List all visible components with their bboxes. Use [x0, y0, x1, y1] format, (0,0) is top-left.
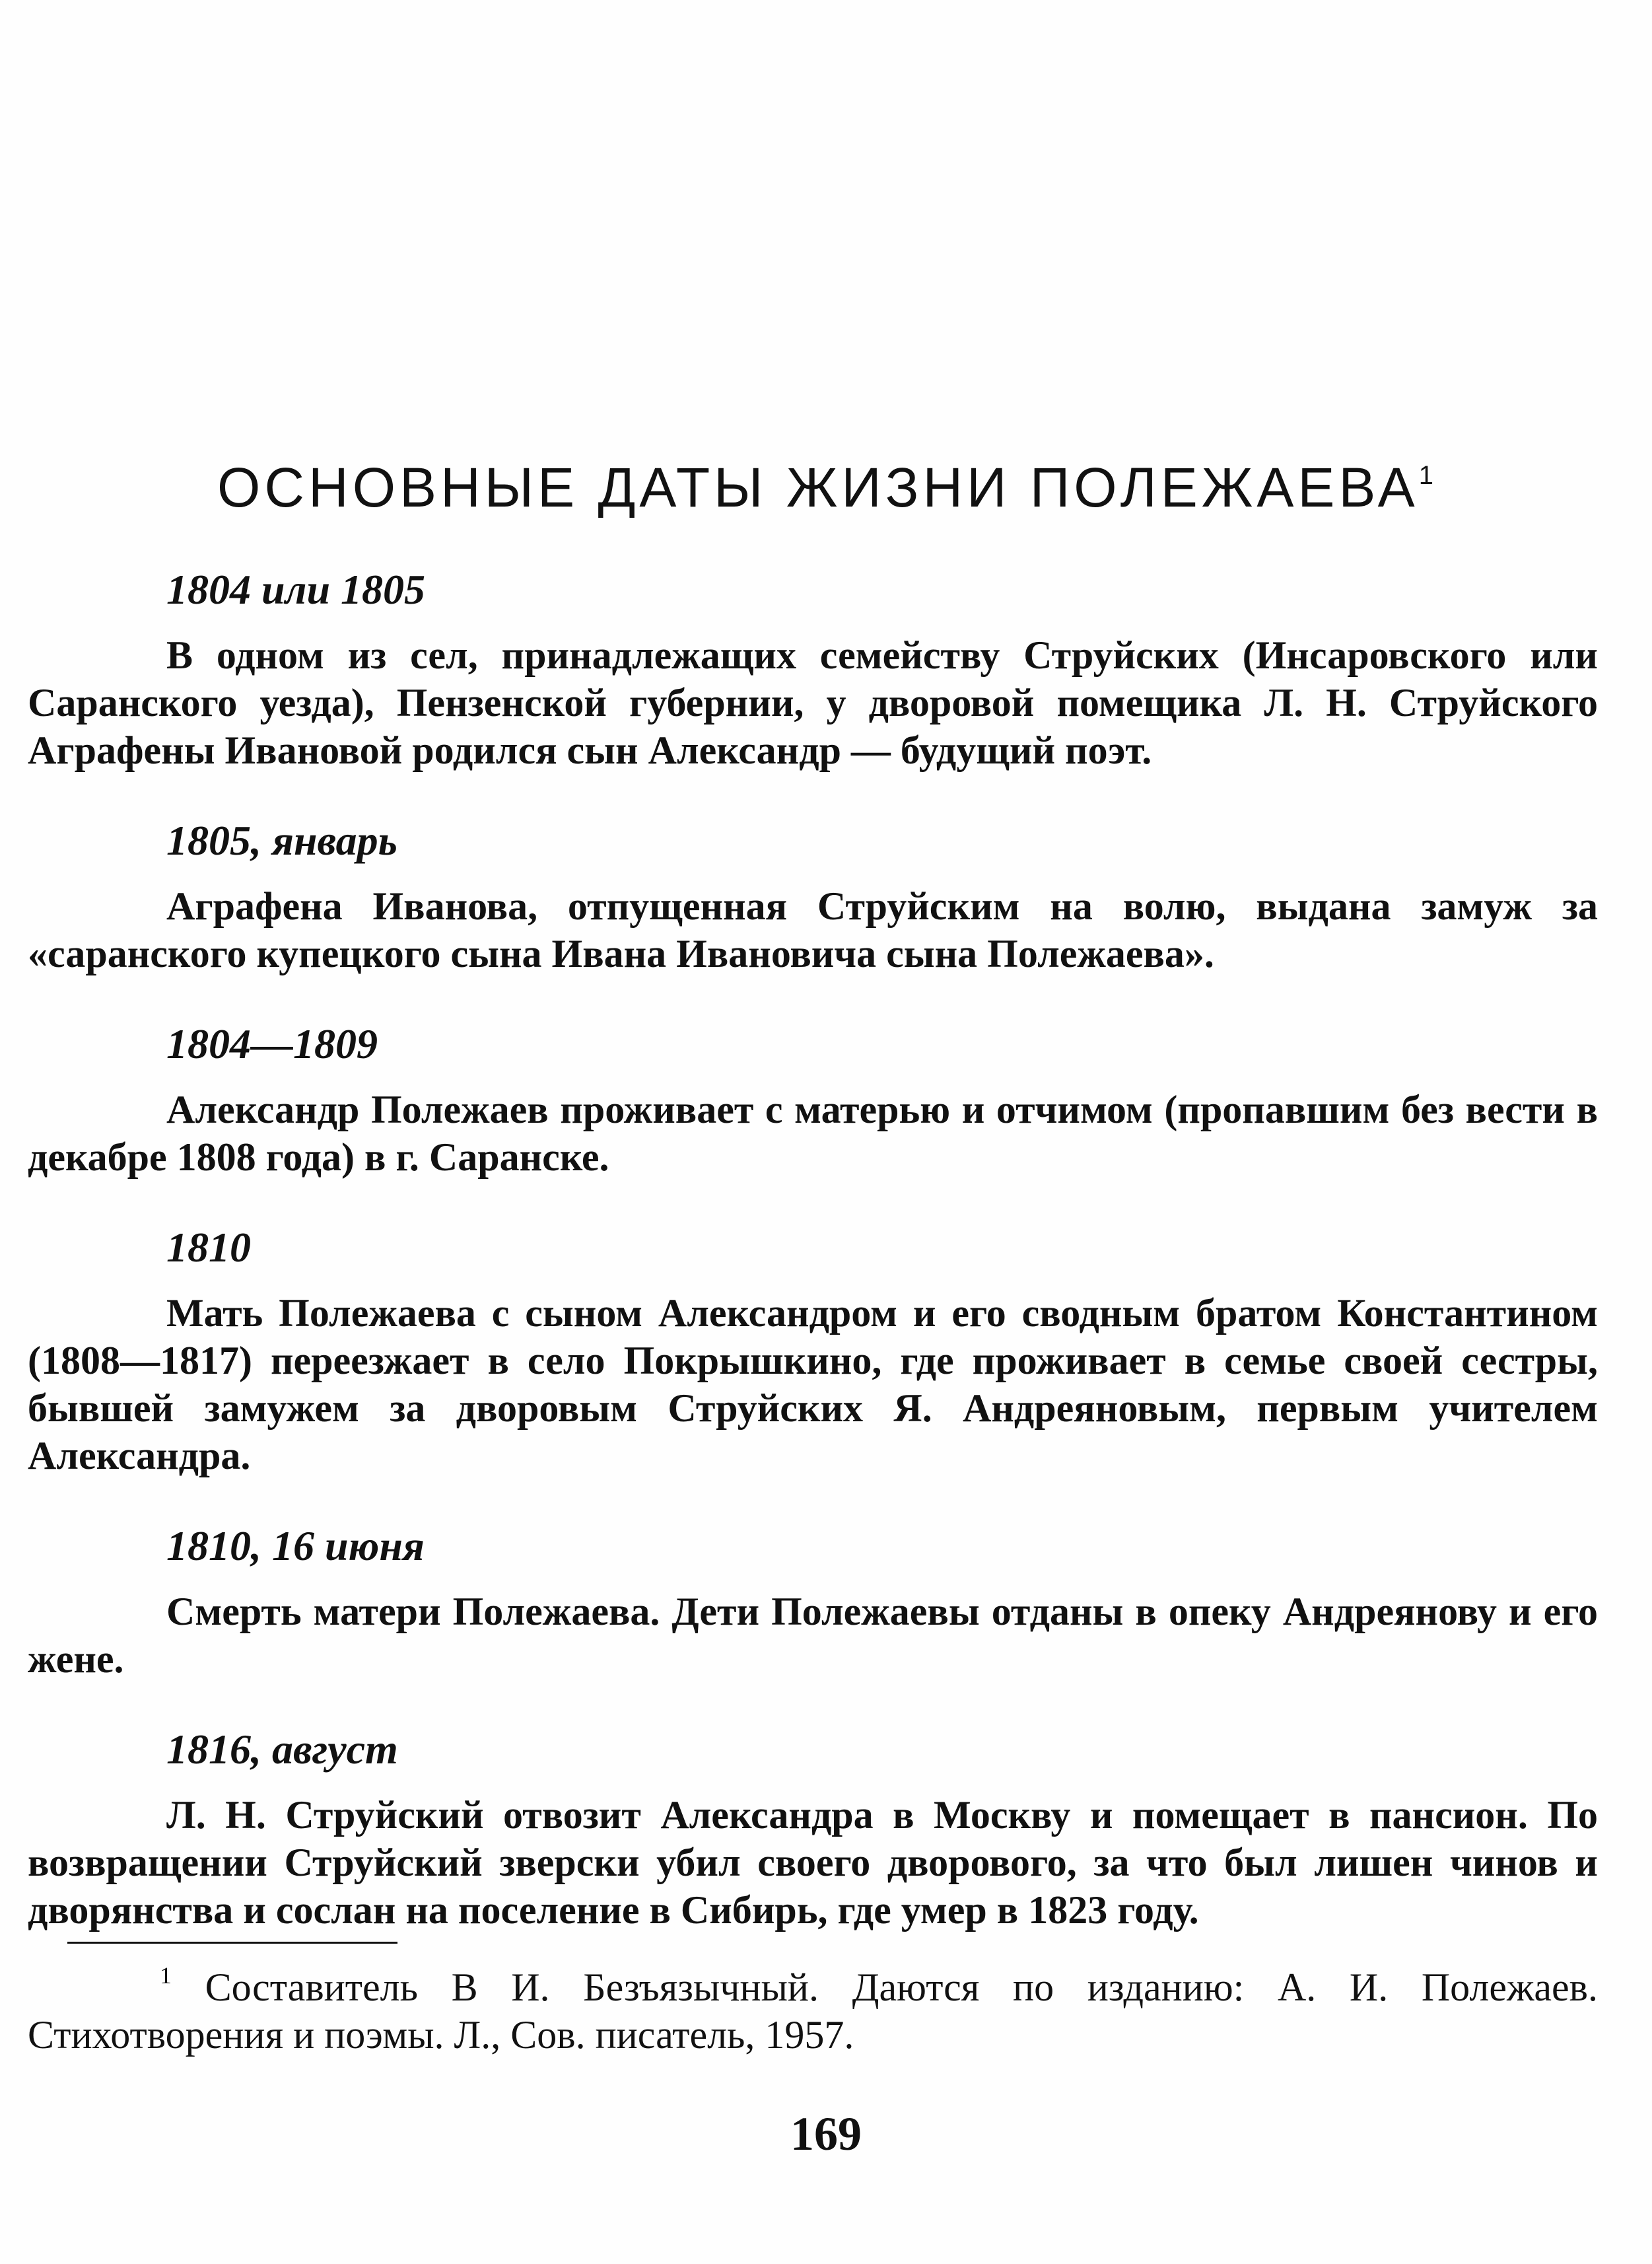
chronology-entry [28, 1219, 1598, 1479]
footnote [28, 1952, 1598, 2059]
page-number: 169 [790, 2107, 862, 2160]
entry-date: 1804 или 1805 [166, 566, 426, 613]
chronology-entry [28, 561, 1598, 774]
chronology-entry [28, 1721, 1598, 1934]
entry-date: 1816, август [166, 1726, 398, 1773]
chronology-entry [28, 1518, 1598, 1683]
entry-date: 1810, 16 июня [166, 1522, 425, 1569]
entry-date: 1810 [166, 1224, 251, 1271]
entry-date: 1804—1809 [166, 1020, 378, 1067]
page-title [198, 456, 1453, 520]
footnote-text: Составитель В И. Безъязычный. Даются по изданию: А. И. Полежаев. Стихотворения и поэмы. Л., Сов. писатель, 1957. [28, 1965, 1599, 2057]
entry-date: 1805, январь [166, 817, 397, 864]
entry-text: Александр Полежаев проживает с матерью и отчимом (пропавшим без вести в декабре 1808 года) в г. Саранске. [28, 1088, 1598, 1179]
entry-text: Смерть матери Полежаева. Дети Полежаевы отданы в опеку Андреянову и его жене. [28, 1590, 1598, 1681]
footnote-marker: 1 [160, 1962, 172, 1989]
entry-text: Аграфена Иванова, отпущенная Струйским на волю, выдана замуж за «саранского купецкого сына Ивана Ивановича сына Полежаева». [28, 884, 1598, 975]
chronology [28, 561, 1598, 2059]
title-footnote-marker: 1 [1418, 461, 1433, 490]
page-title-text: ОСНОВНЫЕ ДАТЫ ЖИЗНИ ПОЛЕЖАЕВА [217, 456, 1419, 518]
footnote-divider [67, 1942, 397, 1944]
entry-text: Л. Н. Струйский отвозит Александра в Москву и помещает в пансион. По возвращении Струйский зверски убил своего дворового, за что был лишен чинов и дворянства и сослан на поселение в Сибирь, где умер в 1823 году. [28, 1793, 1598, 1932]
chronology-entry [28, 812, 1598, 977]
chronology-entry [28, 1016, 1598, 1181]
entry-text: В одном из сел, принадлежащих семейству Струйских (Инсаровского или Саранского уезда), Пензенской губернии, у дворовой помещика Л. Н. Струйского Аграфены Ивановой родился сын Александр — будущий поэт. [28, 633, 1598, 772]
entry-text: Мать Полежаева с сыном Александром и его сводным братом Константином (1808—1817) переезжает в село Покрышкино, где проживает в семье своей сестры, бывшей замужем за дворовым Струйских Я. Андреяновым, первым учителем Александра. [28, 1291, 1598, 1477]
